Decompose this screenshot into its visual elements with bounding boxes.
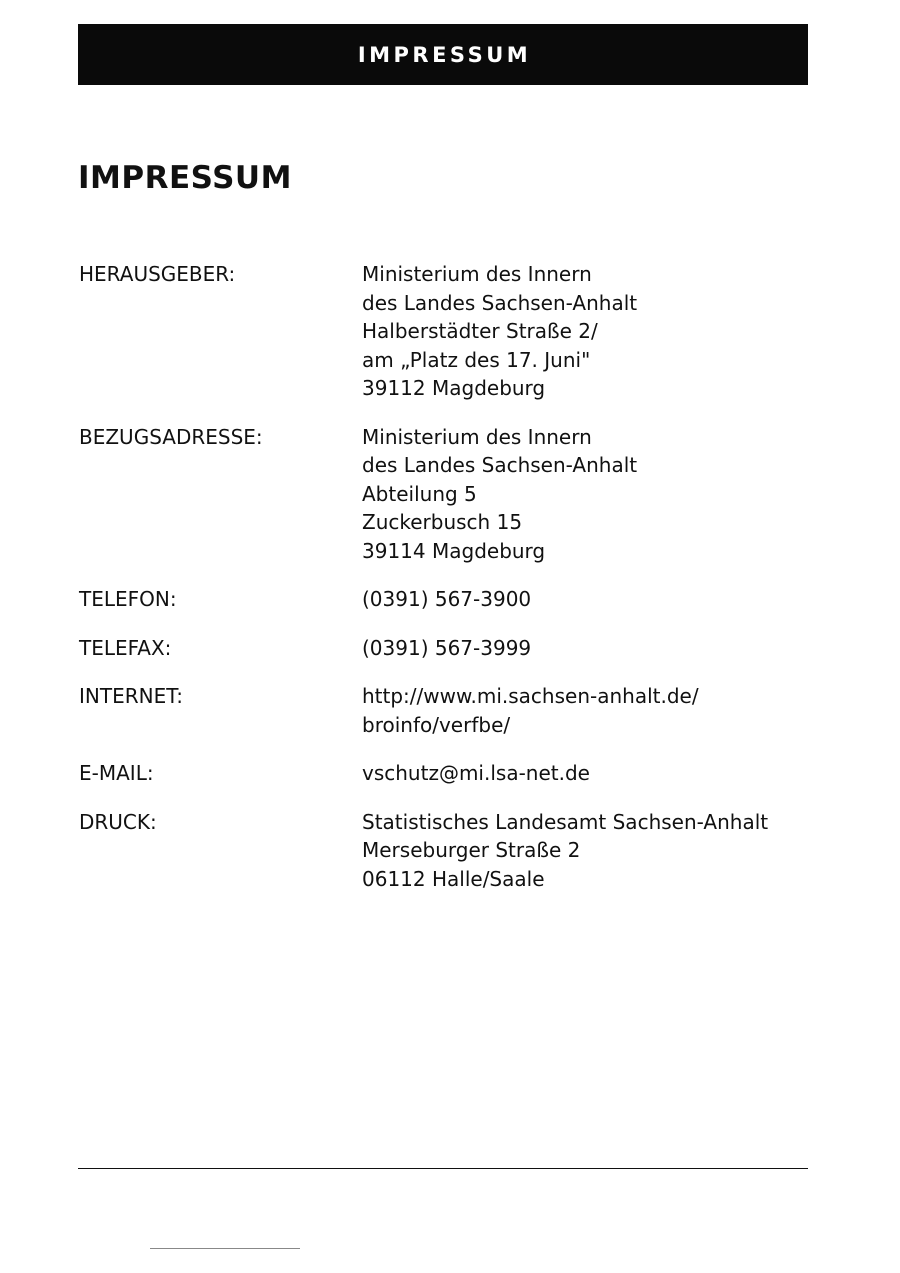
imprint-value-line: vschutz@mi.lsa-net.de [362, 761, 590, 785]
imprint-value-line: Zuckerbusch 15 [362, 510, 523, 534]
header-bar-title: IMPRESSUM [357, 42, 532, 67]
imprint-value [362, 423, 839, 566]
imprint-value-line: 06112 Halle/Saale [362, 866, 545, 891]
imprint-value-line: Ministerium des Innern [362, 424, 592, 449]
imprint-row-druck [79, 808, 839, 894]
imprint-value-line: (0391) 567-3999 [362, 635, 532, 660]
imprint-label: DRUCK: [79, 809, 157, 834]
page-title: IMPRESSUM [78, 160, 292, 196]
imprint-table [79, 260, 839, 913]
imprint-label: TELEFON: [79, 587, 177, 611]
imprint-value-line: 39114 Magdeburg [362, 538, 546, 563]
imprint-label: HERAUSGEBER: [79, 262, 236, 286]
imprint-row-telefon [79, 585, 839, 614]
imprint-value-line: am „Platz des 17. Juni" [362, 347, 591, 372]
imprint-value-line: broinfo/verfbe/ [362, 712, 511, 737]
imprint-value-line: (0391) 567-3900 [362, 587, 532, 611]
imprint-value [362, 634, 839, 663]
imprint-value-line: Abteilung 5 [362, 481, 477, 506]
imprint-value-line: Ministerium des Innern [362, 262, 592, 286]
imprint-label: TELEFAX: [79, 635, 172, 660]
imprint-row-e-mail [79, 759, 839, 788]
imprint-value-line: Halberstädter Straße 2/ [362, 319, 598, 343]
imprint-row-telefax [79, 634, 839, 663]
imprint-row-bezugsadresse [79, 423, 839, 566]
imprint-value [362, 808, 839, 894]
footer-divider [78, 1168, 808, 1169]
imprint-value-line: Statistisches Landesamt Sachsen-Anhalt [362, 809, 769, 834]
imprint-row-internet [79, 682, 839, 739]
header-bar [78, 24, 808, 85]
imprint-value-line: http://www.mi.sachsen-anhalt.de/ [362, 684, 699, 708]
imprint-value-line: des Landes Sachsen-Anhalt [362, 290, 638, 315]
imprint-value-line: des Landes Sachsen-Anhalt [362, 453, 638, 477]
imprint-value [362, 759, 839, 788]
imprint-label: INTERNET: [79, 684, 183, 708]
imprint-value [362, 585, 839, 614]
imprint-value [362, 682, 839, 739]
imprint-value-line: 39112 Magdeburg [362, 376, 546, 400]
footnote-divider [150, 1248, 300, 1249]
imprint-row-herausgeber [79, 260, 839, 403]
imprint-label: BEZUGSADRESSE: [79, 424, 263, 449]
imprint-label: E-MAIL: [79, 761, 154, 785]
imprint-value-line: Merseburger Straße 2 [362, 838, 581, 862]
imprint-value [362, 260, 839, 403]
